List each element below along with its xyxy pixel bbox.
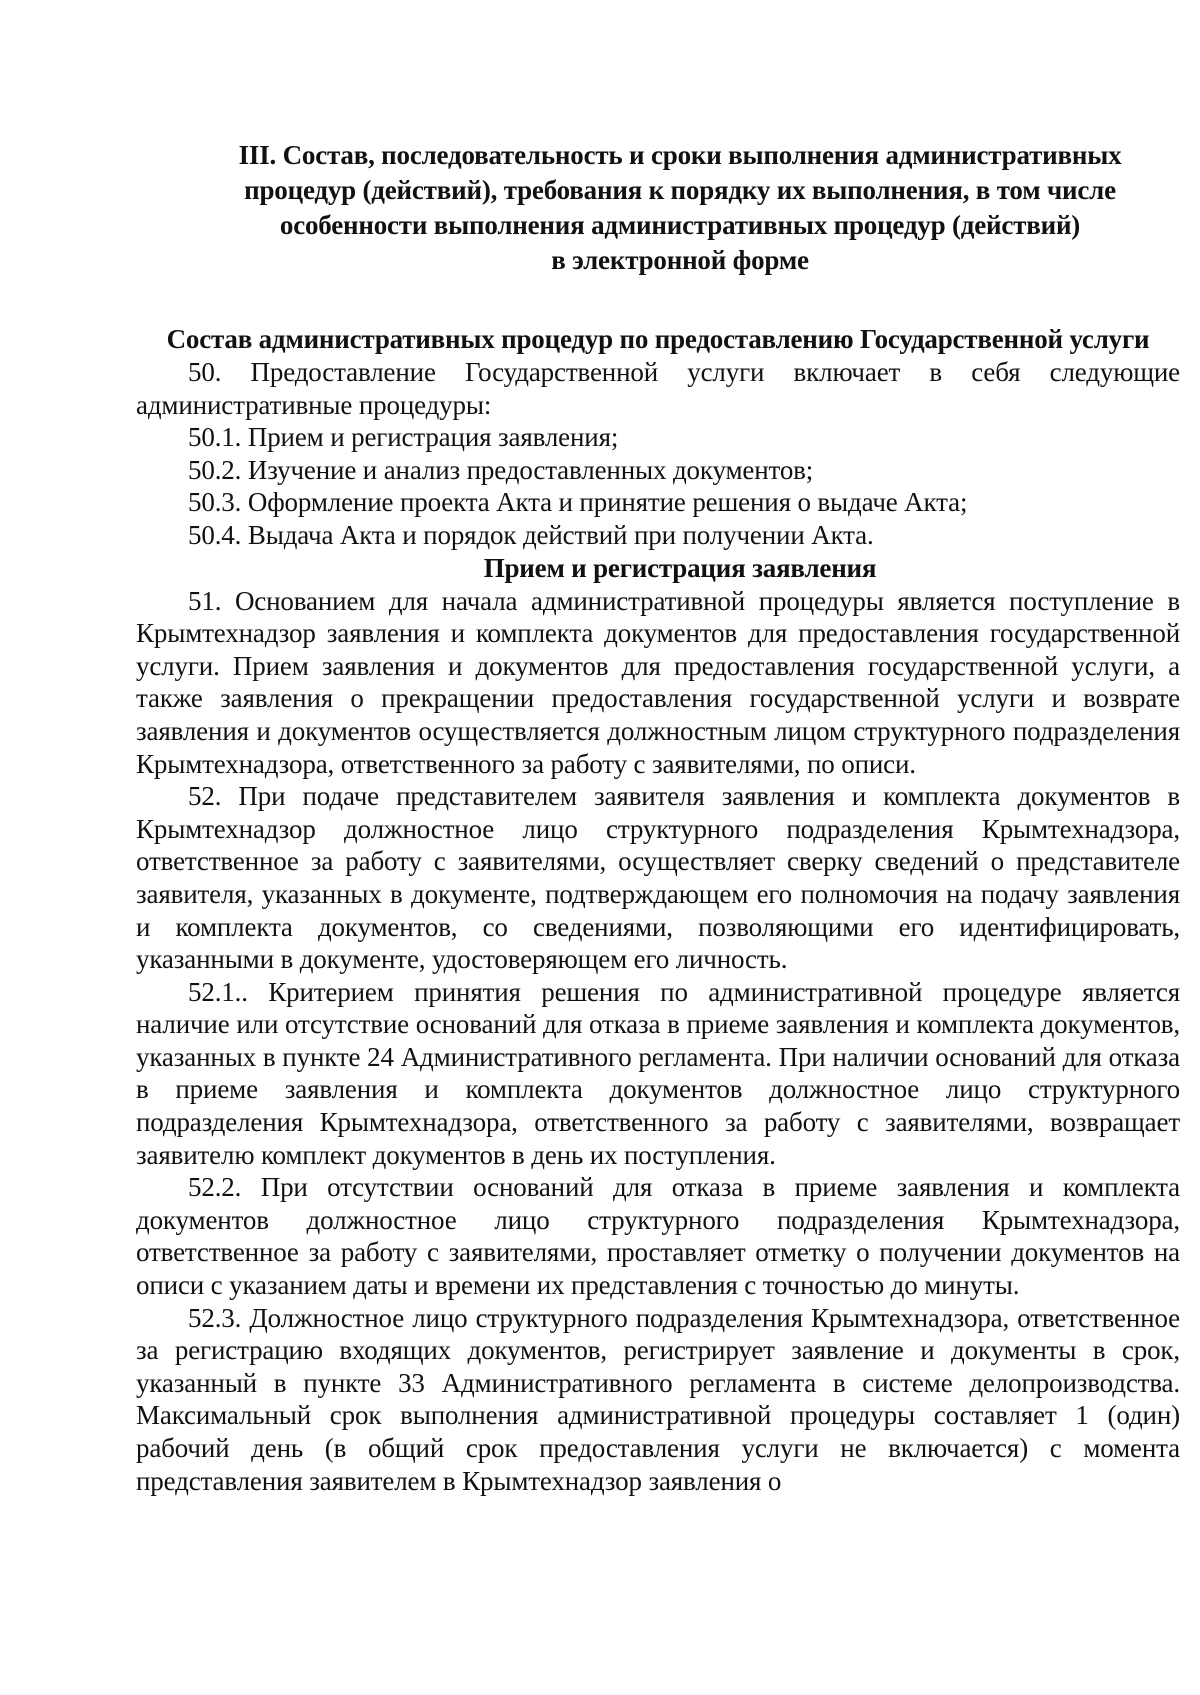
list-item: 50.1. Прием и регистрация заявления; bbox=[188, 422, 619, 453]
section-title-line: процедур (действий), требования к порядку их выполнения, в том числе bbox=[244, 175, 1116, 205]
section-title bbox=[180, 138, 1180, 278]
paragraph-52: 52. При подаче представителем заявителя заявления и комплекта документов в Крымтехнадзор должностное лицо структурного подразделения Крымтехнадзора, ответственное за работу с заявителями, осуществляет сверку сведений о представителе заявителя, указанных в документе, подтверждающем его полномочия на подачу заявления и комплекта документов, со сведениями, позволяющими его идентифицировать, указанными в документе, удостоверяющем его личность. bbox=[136, 781, 1180, 975]
subheading-reception: Прием и регистрация заявления bbox=[483, 552, 877, 583]
list-item: 50.3. Оформление проекта Акта и принятие решения о выдаче Акта; bbox=[188, 487, 968, 518]
paragraph-50: 50. Предоставление Государственной услуги включает в себя следующие административные процедуры: bbox=[136, 357, 1180, 420]
paragraph-52-3: 52.3. Должностное лицо структурного подразделения Крымтехнадзора, ответственное за регистрацию входящих документов, регистрирует заявление и документы в срок, указанный в пункте 33 Административного регламента в системе делопроизводства. Максимальный срок выполнения административной процедуры составляет 1 (один) рабочий день (в общий срок предоставления услуги не включается) с момента представления заявителем в Крымтехнадзор заявления о bbox=[136, 1302, 1180, 1496]
paragraph-52-1: 52.1.. Критерием принятия решения по административной процедуре является наличие или отсутствие оснований для отказа в приеме заявления и комплекта документов, указанных в пункте 24 Административного регламента. При наличии оснований для отказа в приеме заявления и комплекта документов должностное лицо структурного подразделения Крымтехнадзора, ответственного за работу с заявителями, возвращает заявителю комплект документов в день их поступления. bbox=[136, 976, 1180, 1170]
subheading-composition: Состав административных процедур по предоставлению Государственной услуги bbox=[166, 324, 1150, 354]
document-body bbox=[136, 138, 1180, 1497]
paragraph-52-2: 52.2. При отсутствии оснований для отказа в приеме заявления и комплекта документов должностное лицо структурного подразделения Крымтехнадзора, ответственное за работу с заявителями, проставляет отметку о получении документов на описи с указанием даты и времени их представления с точностью до минуты. bbox=[136, 1172, 1180, 1301]
section-title-line: особенности выполнения административных процедур (действий) bbox=[279, 210, 1081, 240]
section-title-line: III. Состав, последовательность и сроки выполнения административных bbox=[238, 140, 1122, 170]
section-title-line: в электронной форме bbox=[551, 245, 809, 275]
paragraph-51: 51. Основанием для начала административной процедуры является поступление в Крымтехнадзор заявления и комплекта документов для предоставления государственной услуги. Прием заявления и документов для предоставления государственной услуги, а также заявления о прекращении предоставления государственной услуги и возврате заявления и документов осуществляется должностным лицом структурного подразделения Крымтехнадзора, ответственного за работу с заявителями, по описи. bbox=[136, 585, 1180, 779]
list-item: 50.2. Изучение и анализ предоставленных документов; bbox=[188, 454, 814, 485]
list-item: 50.4. Выдача Акта и порядок действий при получении Акта. bbox=[188, 519, 874, 550]
